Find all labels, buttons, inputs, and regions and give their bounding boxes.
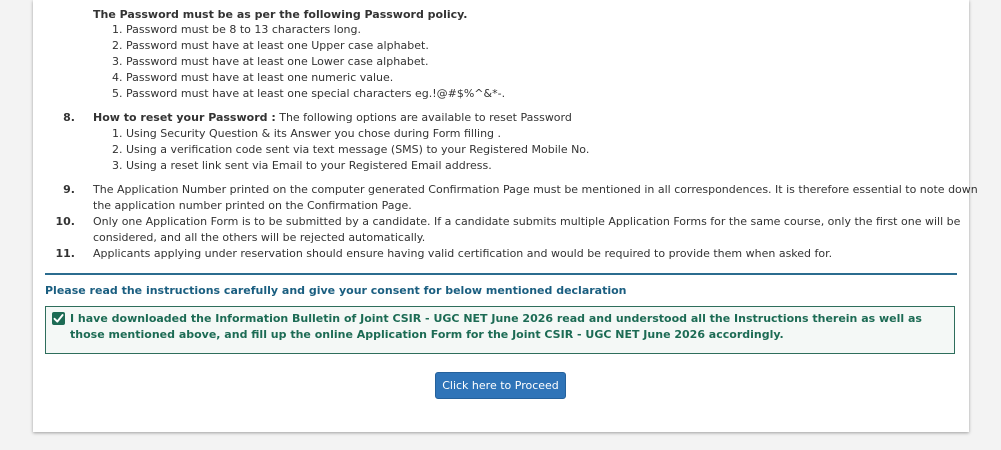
instruction-9-line: the application number printed on the Confirmation Page. xyxy=(93,199,412,212)
checkmark-icon xyxy=(53,313,64,324)
instruction-8-text: The following options are available to reset Password xyxy=(275,111,572,124)
instruction-number: 9. xyxy=(63,183,75,196)
reset-option-item: 2. Using a verification code sent via text message (SMS) to your Registered Mobile No. xyxy=(112,143,590,156)
reset-option-item: 3. Using a reset link sent via Email to your Registered Email address. xyxy=(112,159,492,172)
instruction-10-line: Only one Application Form is to be submitted by a candidate. If a candidate submits multiple Application Forms for the same course, only the first one will be xyxy=(93,215,961,228)
consent-declaration-text[interactable]: I have downloaded the Information Bulletin of Joint CSIR - UGC NET June 2026 read and understood all the Instructions therein as well as those mentioned above, and fill up the online Application Form for the Joint CSIR - UGC NET June 2026 accordingly. xyxy=(70,312,922,341)
password-policy-item: 5. Password must have at least one special characters eg.!@#$%^&*-. xyxy=(112,87,506,100)
consent-declaration-box xyxy=(45,306,955,354)
instruction-number: 10. xyxy=(55,215,75,228)
instruction-number: 11. xyxy=(55,247,75,260)
instruction-8-line xyxy=(93,110,572,125)
proceed-button[interactable]: Click here to Proceed xyxy=(435,372,566,399)
instruction-number: 8. xyxy=(63,111,75,124)
reset-option-item: 1. Using Security Question & its Answer you chose during Form filling . xyxy=(112,127,502,140)
password-policy-item: 2. Password must have at least one Upper case alphabet. xyxy=(112,39,429,52)
instruction-9-line: The Application Number printed on the computer generated Confirmation Page must be mentioned in all correspondences. It is therefore essential to note down xyxy=(93,183,978,196)
consent-checkbox[interactable] xyxy=(52,312,65,325)
password-policy-item: 3. Password must have at least one Lower case alphabet. xyxy=(112,55,429,68)
instruction-8-title: How to reset your Password : xyxy=(93,111,276,124)
instruction-10-line: considered, and all the others will be rejected automatically. xyxy=(93,231,426,244)
password-policy-heading: The Password must be as per the following Password policy. xyxy=(93,8,468,21)
consent-heading: Please read the instructions carefully and give your consent for below mentioned declaration xyxy=(45,284,627,297)
password-policy-item: 4. Password must have at least one numeric value. xyxy=(112,71,394,84)
password-policy-item: 1. Password must be 8 to 13 characters long. xyxy=(112,23,362,36)
instruction-11-line: Applicants applying under reservation should ensure having valid certification and would be required to provide them when asked for. xyxy=(93,247,833,260)
section-divider xyxy=(45,273,957,275)
